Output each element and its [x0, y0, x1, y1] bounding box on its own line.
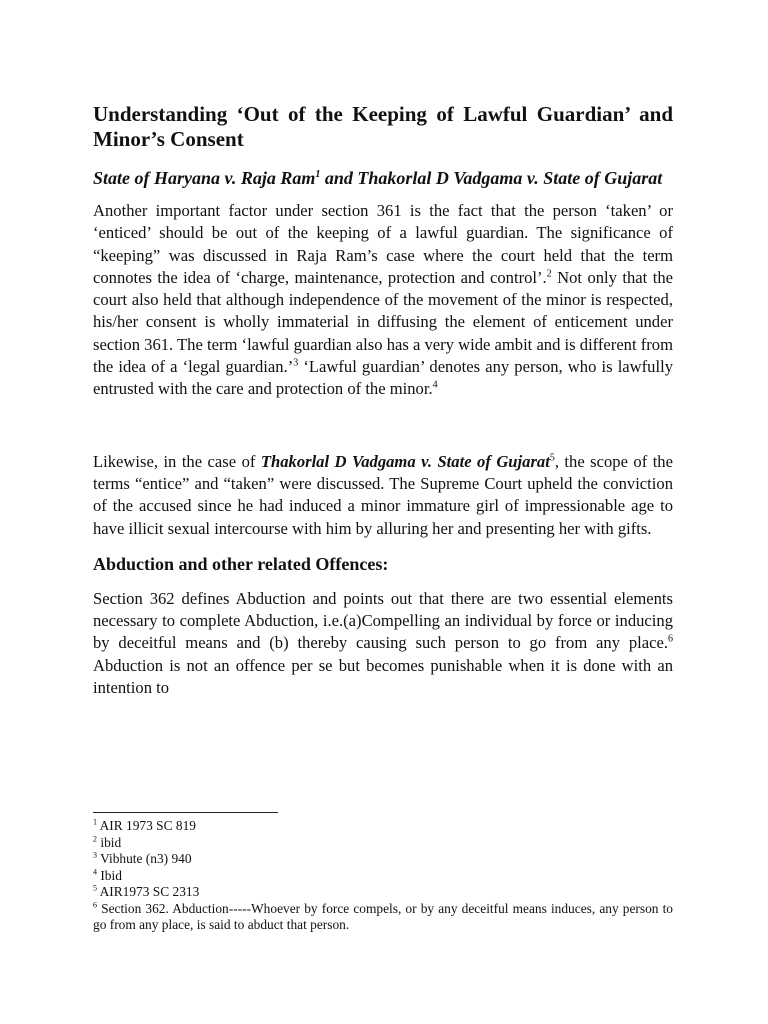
paragraph-text: , the scope of the terms “entice” and “taken” were discussed. The Supreme Court upheld the conviction of the accused since he had induced a minor immature girl of impressionable age to have illicit sexual intercourse with him by alluring her and presenting her with gifts.	[93, 451, 673, 538]
footnote-2	[93, 835, 673, 852]
case-name-vadgama: Thakorlal D Vadgama v. State of Gujarat	[357, 168, 663, 188]
footnote-text: Ibid	[97, 867, 122, 883]
footnote-text: AIR 1973 SC 819	[97, 818, 196, 833]
footnote-text: ibid	[97, 834, 122, 850]
footnote-number: 3	[93, 850, 97, 860]
footnote-number: 1	[93, 817, 97, 827]
footnote-ref-6[interactable]: 6	[668, 633, 673, 645]
section-heading-abduction: Abduction and other related Offences:	[93, 553, 389, 574]
paragraph-text: Abduction is not an offence per se but becomes punishable when it is done with an intention to	[93, 655, 673, 698]
paragraph-keeping	[93, 200, 673, 401]
footnotes	[93, 818, 673, 934]
footnote-ref-2[interactable]: 2	[546, 268, 552, 280]
paragraph-abduction	[93, 588, 673, 699]
footnote-divider	[93, 812, 278, 813]
paragraph-text: Not only that the court also held that although independence of the movement of the minor is respected, his/her consent is wholly immaterial in diffusing the element of enticement under section 361. The term ‘lawful guardian also has a very wide ambit and is different from the idea of a ‘legal guardian.’	[93, 267, 673, 377]
subheading-joiner: and	[320, 168, 358, 188]
footnote-number: 2	[93, 834, 97, 844]
footnote-number: 6	[93, 900, 97, 910]
footnote-1	[93, 818, 673, 835]
footnote-text: Section 362. Abduction-----Whoever by force compels, or by any deceitful means induces, any person to go from any place, is said to abduct that person.	[93, 900, 673, 932]
paragraph-text: Section 362 defines Abduction and points out that there are two essential elements necessary to complete Abduction, i.e.(a)Compelling an individual by force or inducing by deceitful means and (b) thereby causing such person to go from any place.	[93, 588, 673, 653]
page-title: Understanding ‘Out of the Keeping of Lawful Guardian’ and Minor’s Consent	[93, 102, 673, 151]
footnote-number: 5	[93, 883, 97, 893]
footnote-5	[93, 884, 673, 901]
case-name-vadgama-inline: Thakorlal D Vadgama v. State of Gujarat	[260, 451, 550, 471]
document-page	[93, 98, 673, 699]
paragraph-text: ‘Lawful guardian’ denotes any person, who is lawfully entrusted with the care and protection of the minor.	[93, 357, 674, 399]
footnote-text: Vibhute (n3) 940	[97, 851, 192, 866]
case-subheading	[93, 166, 673, 190]
footnote-6	[93, 901, 673, 934]
footnote-number: 4	[93, 867, 97, 877]
footnote-ref-4[interactable]: 4	[432, 379, 438, 391]
footnote-4	[93, 868, 673, 885]
paragraph-text: Likewise, in the case of	[93, 451, 261, 471]
footnote-text: AIR1973 SC 2313	[97, 884, 200, 899]
paragraph-text: Another important factor under section 361 is the fact that the person ‘taken’ or ‘enticed’ should be out of the keeping of a lawful guardian. The significance of “keeping” was discussed in Raja Ram’s case where the court held that the term connotes the idea of ‘charge, maintenance, protection and control’.	[93, 201, 673, 287]
case-name-raja-ram: State of Haryana v. Raja Ram	[93, 168, 316, 188]
paragraph-vadgama	[93, 451, 673, 540]
footnote-ref-3[interactable]: 3	[293, 357, 299, 369]
footnote-ref-5[interactable]: 5	[549, 452, 555, 464]
footnote-ref-1[interactable]: 1	[315, 169, 321, 180]
footnote-3	[93, 851, 673, 868]
